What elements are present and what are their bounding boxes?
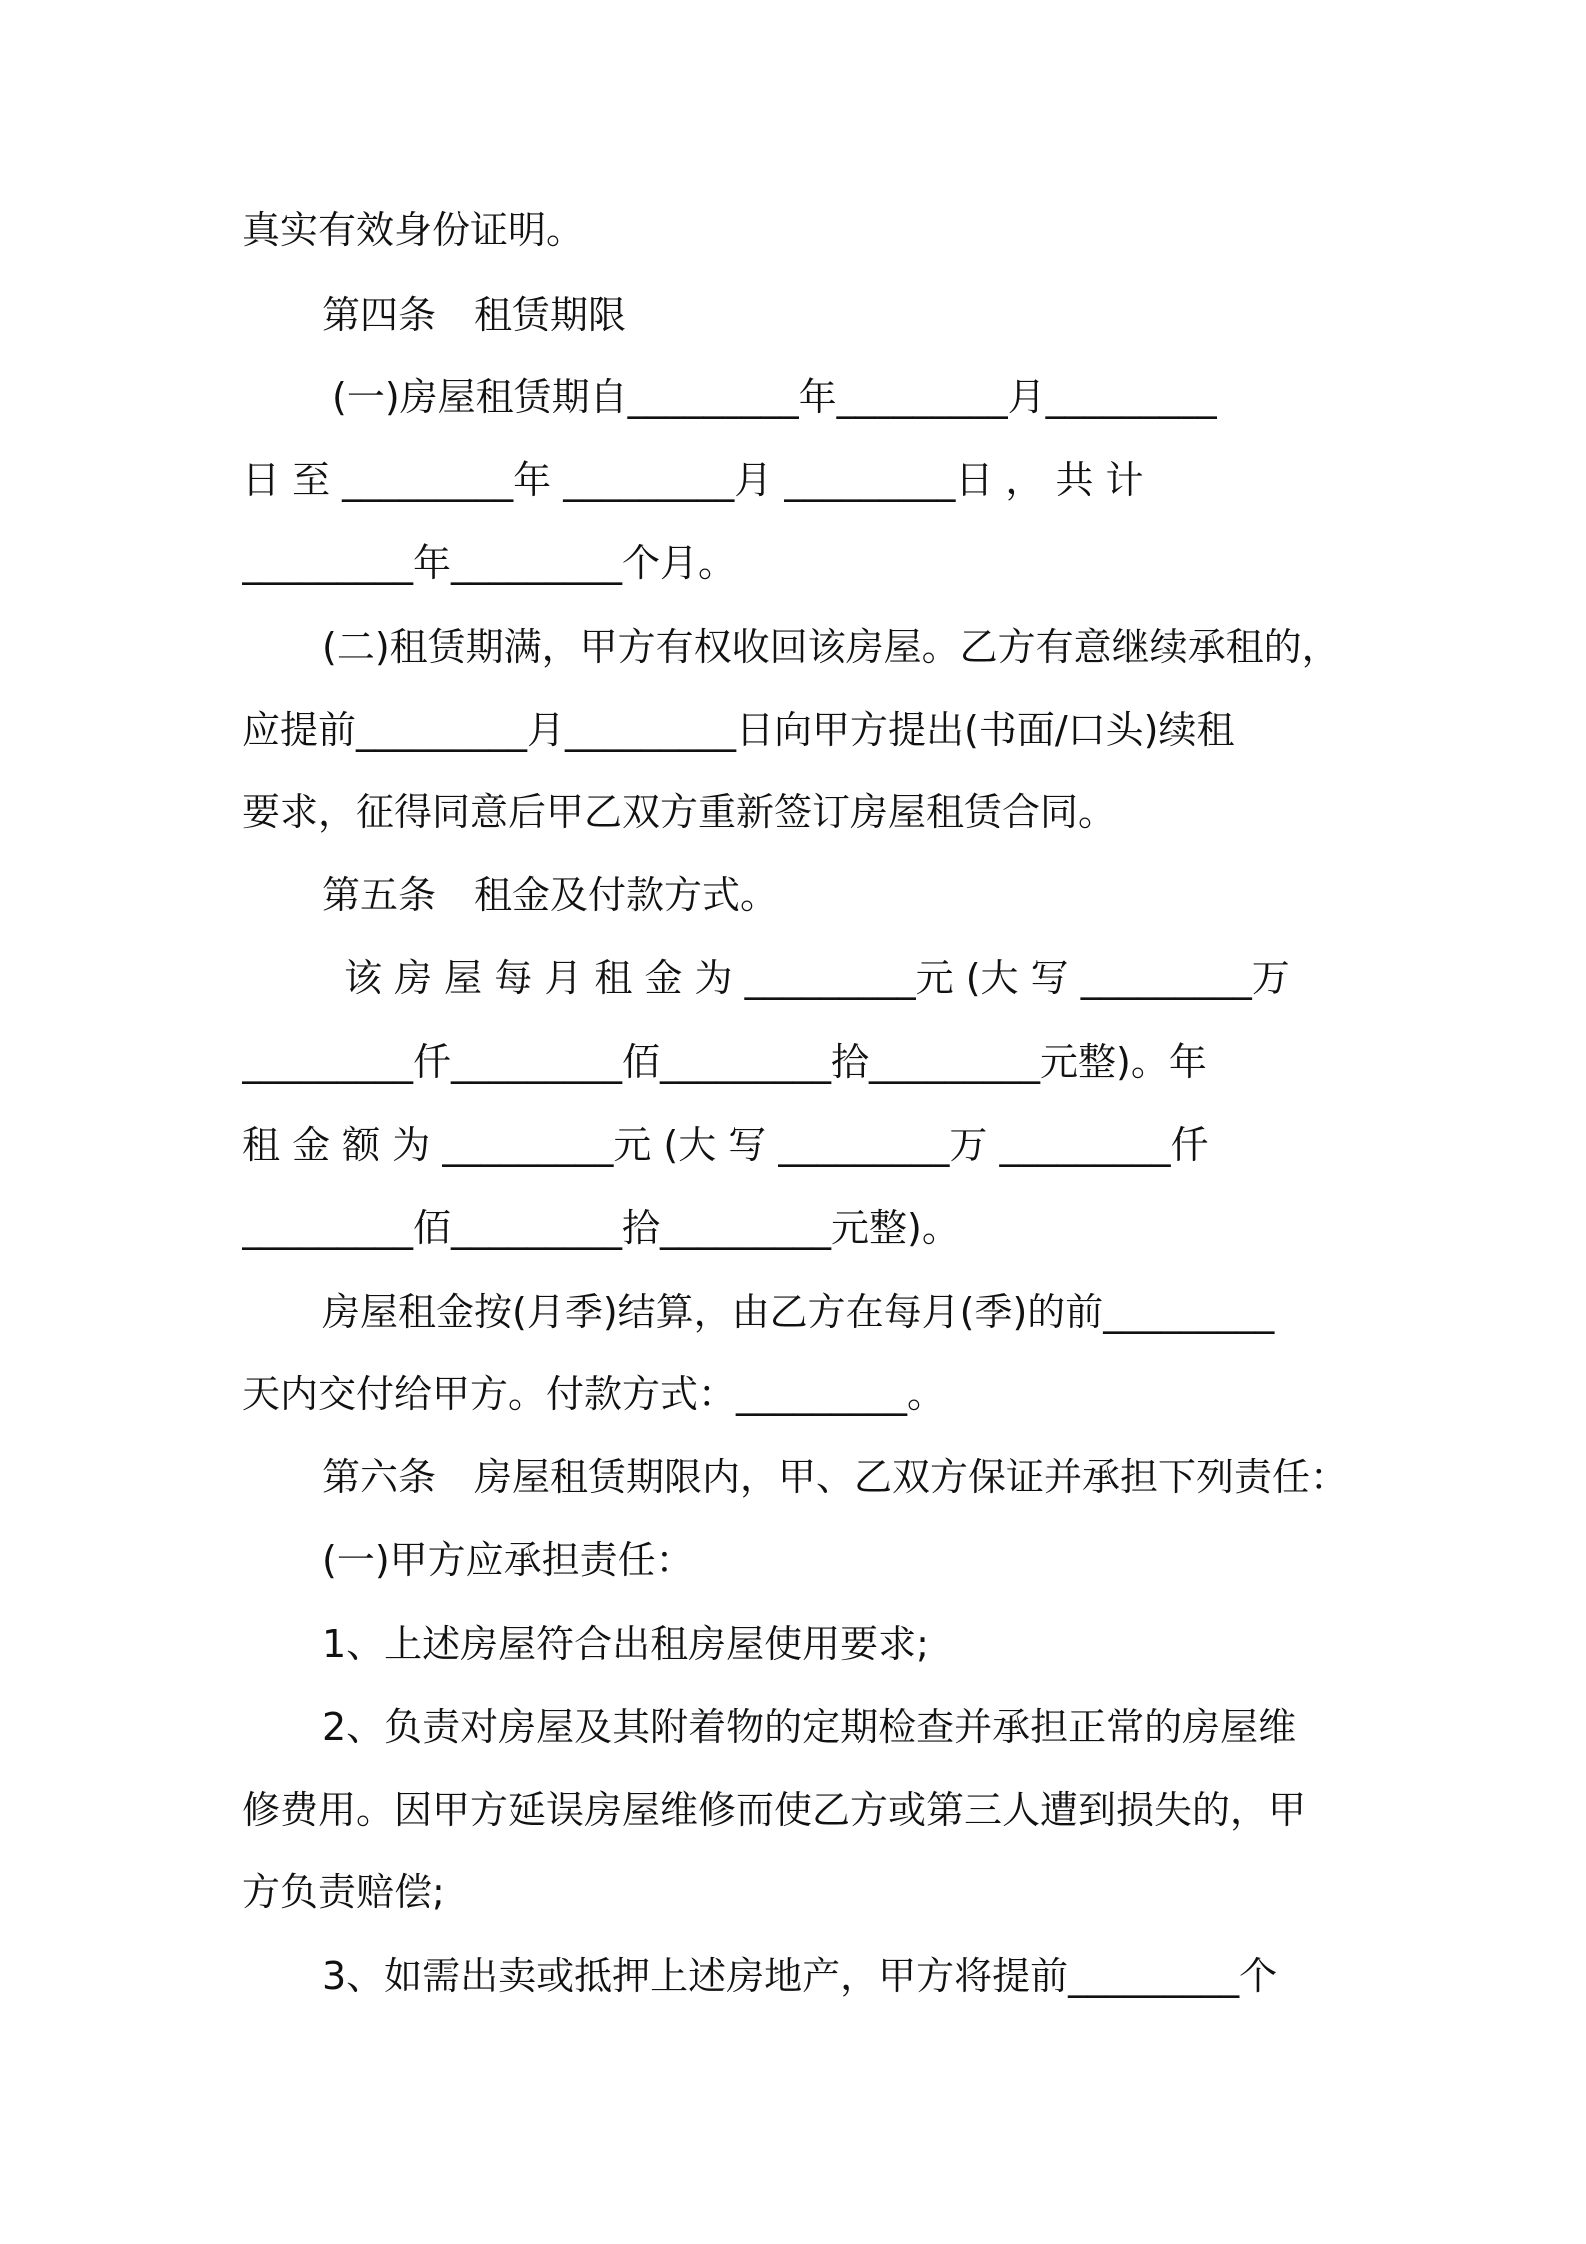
text-line-12: 租 金 额 为 _________元 (大 写 _________万 _________仟 [242,1123,1209,1167]
article-4-heading: 第四条 租赁期限 [322,293,627,337]
text-line-4: 日 至 _________年 _________月 _________日 ， 共 计 [242,458,1144,502]
text-line-17: (一)甲方应承担责任： [322,1538,694,1582]
text-line-22: 3、如需出卖或抵押上述房地产，甲方将提前_________个 [322,1954,1278,1998]
text-line-10: 该 房 屋 每 月 租 金 为 _________元 (大 写 _________万 [344,956,1290,1000]
article-5-heading: 第五条 租金及付款方式。 [322,873,779,917]
text-line-11: _________仟_________佰_________拾_________元整)。年 [242,1040,1207,1084]
text-line-6: (二)租赁期满，甲方有权收回该房屋。乙方有意继续承租的， [322,625,1340,669]
article-6-heading: 第六条 房屋租赁期限内，甲、乙双方保证并承担下列责任： [322,1455,1349,1499]
text-line-3: (一)房屋租赁期自_________年_________月_________ [332,375,1217,419]
text-line-19: 2、负责对房屋及其附着物的定期检查并承担正常的房屋维 [322,1705,1297,1749]
text-line-13: _________佰_________拾_________元整)。 [242,1206,960,1250]
text-line-5: _________年_________个月。 [242,541,737,585]
text-line-21: 方负责赔偿; [242,1870,445,1914]
text-line-1: 真实有效身份证明。 [242,208,585,252]
text-line-15: 天内交付给甲方。付款方式：_________。 [242,1372,946,1416]
text-line-18: 1、上述房屋符合出租房屋使用要求; [322,1622,929,1666]
text-line-7: 应提前_________月_________日向甲方提出(书面/口头)续租 [242,708,1235,752]
text-line-8: 要求，征得同意后甲乙双方重新签订房屋租赁合同。 [242,790,1117,834]
text-line-20: 修费用。因甲方延误房屋维修而使乙方或第三人遭到损失的，甲 [242,1788,1307,1832]
text-line-14: 房屋租金按(月季)结算，由乙方在每月(季)的前_________ [322,1290,1275,1334]
